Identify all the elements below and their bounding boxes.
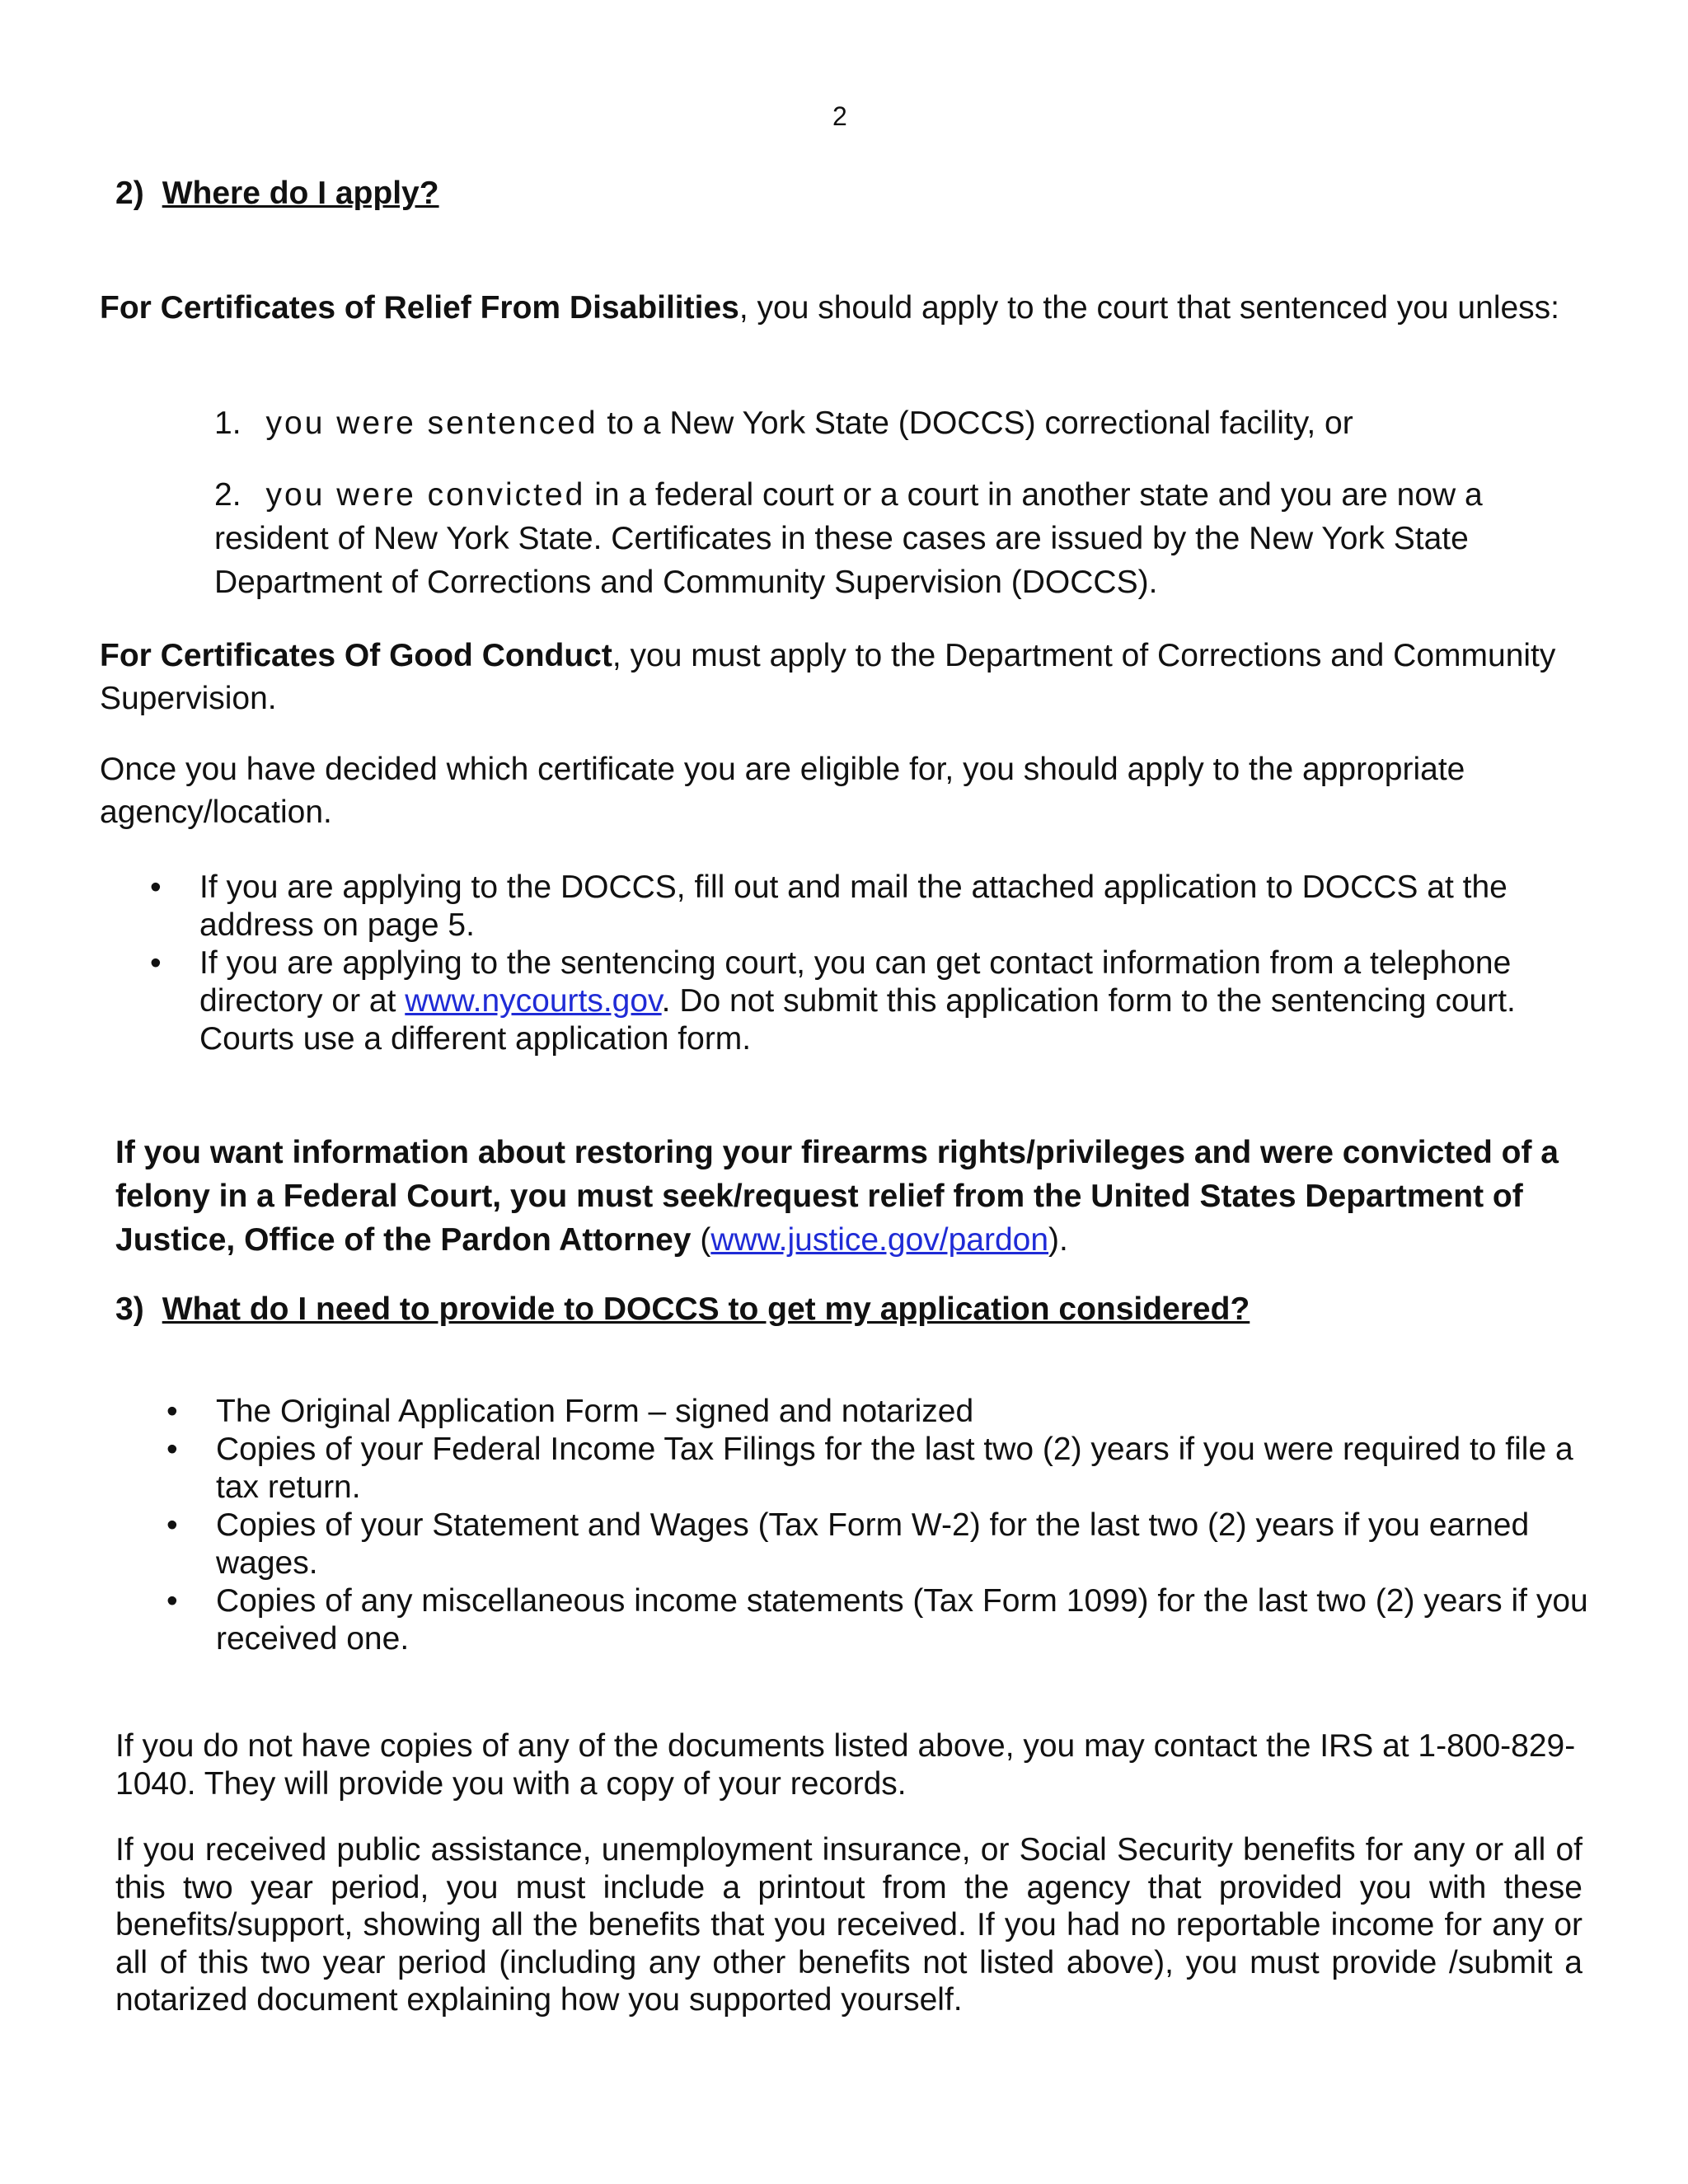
documents-bullet-text: The Original Application Form – signed and notarized (216, 1394, 974, 1429)
relief-text: , you should apply to the court that sentenced you unless: (738, 290, 1560, 326)
documents-bullet-text: Copies of any miscellaneous income statements (Tax Form 1099) for the last two (2) years if you received one. (216, 1583, 1588, 1657)
documents-bullet (216, 1393, 1601, 1431)
once-paragraph: Once you have decided which certificate you are eligible for, you should apply to the appropriate agency/location. (100, 752, 1465, 830)
list-item-2 (214, 473, 1550, 604)
apply-bullet-1 (199, 869, 1584, 944)
documents-bullet-text: Copies of your Statement and Wages (Tax Form W-2) for the last two (2) years if you earned wages. (216, 1507, 1530, 1581)
firearms-paragraph (115, 1131, 1582, 1262)
list-item-1-number: 1. (214, 405, 241, 441)
firearms-open-paren: ( (691, 1222, 711, 1258)
list-item-1-lead: you were sentenced (265, 405, 598, 441)
nycourts-link[interactable]: www.nycourts.gov (405, 983, 662, 1019)
relief-label: For Certificates of Relief From Disabilities (100, 290, 739, 326)
apply-bullet-2 (199, 944, 1584, 1058)
good-conduct-paragraph (100, 635, 1608, 720)
list-item-1-text: to a New York State (DOCCS) correctional facility, or (598, 405, 1353, 441)
relief-paragraph (100, 287, 1608, 330)
documents-bullet (216, 1431, 1601, 1507)
firearms-text: If you want information about restoring your firearms rights/privileges and were convicted of a felony in a Federal Court, you must seek/request relief from the United States Department of Justice, Office of the Pardon Attorney (115, 1135, 1559, 1258)
assistance-paragraph: If you received public assistance, unemployment insurance, or Social Security benefits for any or all of this two year period, you must include a printout from the agency that provided you with these benefits/support, showing all the benefits that you received. If you had no reportable income for any or all of this two year period (including any other benefits not listed above), you must provide /submit a notarized document explaining how you supported yourself. (115, 1832, 1582, 2018)
apply-bullet-list (199, 869, 1584, 1058)
documents-bullet (216, 1582, 1601, 1658)
documents-bullet-text: Copies of your Federal Income Tax Filings for the last two (2) years if you were required to file a tax return. (216, 1432, 1573, 1505)
list-item-2-lead: you were convicted (265, 477, 586, 513)
good-conduct-text: , you must apply to the Department of Corrections and Community Supervision. (100, 638, 1556, 716)
section-3-number: 3) (115, 1291, 144, 1327)
documents-bullet-list (216, 1393, 1601, 1658)
list-item-2-number: 2. (214, 477, 241, 513)
good-conduct-label: For Certificates Of Good Conduct (100, 638, 612, 673)
firearms-close-paren: ). (1048, 1222, 1068, 1258)
list-item-2-text: in a federal court or a court in another state and you are now a resident of New York State. Certificates in these cases are issued by the New York State Department of Corrections and Community Supervision (DOCCS). (214, 477, 1483, 600)
apply-bullet-2-text-b: . Do not submit this application form to the sentencing court. Courts use a different application form. (199, 983, 1516, 1057)
page-number: 2 (832, 101, 847, 131)
apply-bullet-1-text: If you are applying to the DOCCS, fill out and mail the attached application to DOCCS at the address on page 5. (199, 869, 1507, 943)
documents-bullet (216, 1507, 1601, 1582)
section-3-heading (115, 1291, 1250, 1329)
section-2-title: Where do I apply? (162, 176, 439, 211)
section-3-title: What do I need to provide to DOCCS to get my application considered? (162, 1291, 1250, 1327)
section-2-heading (115, 175, 439, 213)
irs-paragraph: If you do not have copies of any of the documents listed above, you may contact the IRS at 1-800-829-1040. They will provide you with a copy of your records. (115, 1728, 1576, 1802)
section-2-number: 2) (115, 176, 144, 211)
justice-pardon-link[interactable]: www.justice.gov/pardon (710, 1222, 1049, 1258)
list-item-1 (214, 402, 1550, 445)
apply-bullet-2-text-a: If you are applying to the sentencing court, you can get contact information from a telephone directory or at (199, 945, 1512, 1019)
